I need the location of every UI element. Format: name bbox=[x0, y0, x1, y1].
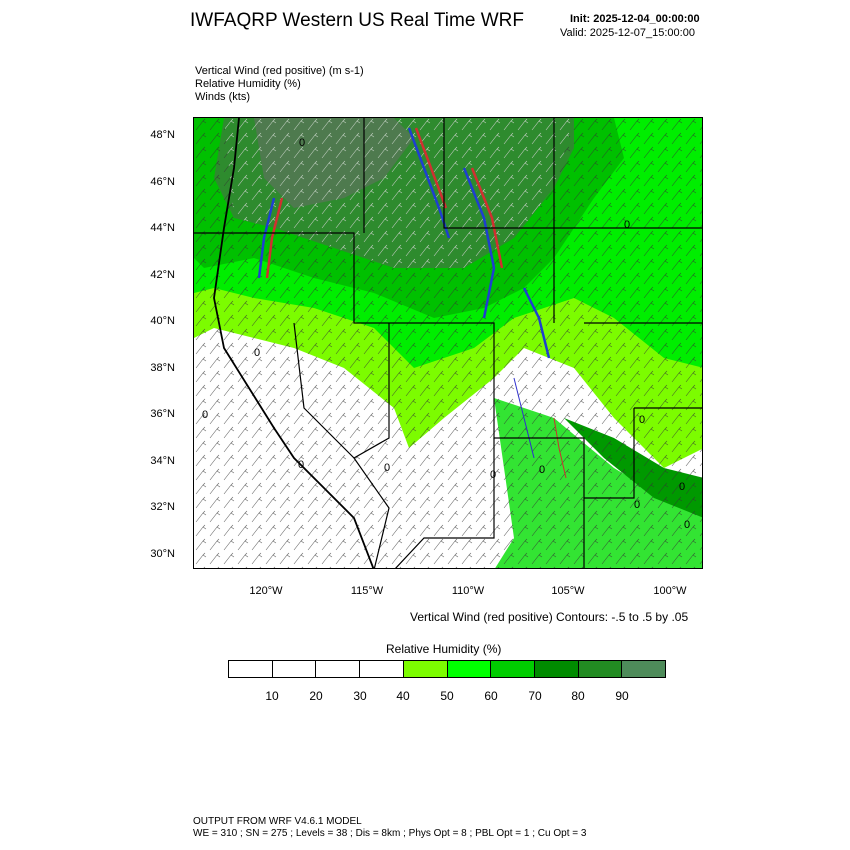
lat-label: 40°N bbox=[150, 315, 175, 327]
colorbar-cell bbox=[491, 661, 535, 677]
colorbar-cell bbox=[535, 661, 579, 677]
contour-label: 0 bbox=[624, 219, 631, 231]
colorbar-tick: 50 bbox=[440, 689, 454, 703]
field-label-winds: Winds (kts) bbox=[195, 91, 250, 103]
contour-label: 0 bbox=[679, 481, 686, 493]
lon-label: 105°W bbox=[551, 585, 585, 597]
colorbar-cell bbox=[448, 661, 492, 677]
colorbar-cell bbox=[579, 661, 623, 677]
plot-title: IWFAQRP Western US Real Time WRF bbox=[190, 10, 524, 31]
contour-note: Vertical Wind (red positive) Contours: -.5 to .5 by .05 bbox=[410, 610, 689, 624]
model-info-line2: WE = 310 ; SN = 275 ; Levels = 38 ; Dis = 8km ; Phys Opt = 8 ; PBL Opt = 1 ; Cu Opt = 3 bbox=[193, 828, 587, 839]
field-label-vertical-wind: Vertical Wind (red positive) (m s-1) bbox=[195, 65, 364, 77]
colorbar-tick: 70 bbox=[528, 689, 542, 703]
colorbar-tick: 40 bbox=[396, 689, 410, 703]
lon-label: 120°W bbox=[249, 585, 283, 597]
colorbar-cell bbox=[404, 661, 448, 677]
lat-label: 44°N bbox=[150, 222, 175, 234]
lat-label: 38°N bbox=[150, 362, 175, 374]
colorbar-tick: 90 bbox=[615, 689, 629, 703]
colorbar-cell bbox=[622, 661, 665, 677]
init-time: Init: 2025-12-04_00:00:00 bbox=[570, 13, 700, 25]
lon-label: 115°W bbox=[350, 585, 384, 597]
colorbar-tick: 10 bbox=[265, 689, 279, 703]
contour-label: 0 bbox=[684, 519, 691, 531]
map-graphic bbox=[194, 118, 703, 569]
colorbar-title: Relative Humidity (%) bbox=[386, 642, 502, 656]
contour-label: 0 bbox=[539, 464, 546, 476]
contour-label: 0 bbox=[254, 347, 261, 359]
colorbar-tick: 30 bbox=[353, 689, 367, 703]
contour-label: 0 bbox=[299, 137, 306, 149]
lat-label: 42°N bbox=[150, 269, 175, 281]
lat-label: 30°N bbox=[150, 548, 175, 560]
colorbar-tick: 80 bbox=[571, 689, 585, 703]
colorbar-cell bbox=[273, 661, 317, 677]
lat-label: 32°N bbox=[150, 501, 175, 513]
lon-label: 110°W bbox=[451, 585, 485, 597]
contour-label: 0 bbox=[490, 469, 497, 481]
map-panel bbox=[193, 117, 703, 569]
contour-label: 0 bbox=[202, 409, 209, 421]
valid-time: Valid: 2025-12-07_15:00:00 bbox=[560, 27, 695, 39]
lat-label: 48°N bbox=[150, 129, 175, 141]
lat-label: 36°N bbox=[150, 408, 175, 420]
colorbar-cell bbox=[229, 661, 273, 677]
colorbar-tick: 20 bbox=[309, 689, 323, 703]
contour-label: 0 bbox=[298, 459, 305, 471]
colorbar bbox=[228, 660, 666, 678]
contour-label: 0 bbox=[384, 462, 391, 474]
colorbar-tick: 60 bbox=[484, 689, 498, 703]
lat-label: 34°N bbox=[150, 455, 175, 467]
contour-label: 0 bbox=[634, 499, 641, 511]
colorbar-cell bbox=[360, 661, 404, 677]
lon-label: 100°W bbox=[653, 585, 687, 597]
field-label-relative-humidity: Relative Humidity (%) bbox=[195, 78, 301, 90]
contour-label: 0 bbox=[639, 414, 646, 426]
lat-label: 46°N bbox=[150, 176, 175, 188]
model-info-line1: OUTPUT FROM WRF V4.6.1 MODEL bbox=[193, 816, 362, 827]
colorbar-cell bbox=[316, 661, 360, 677]
